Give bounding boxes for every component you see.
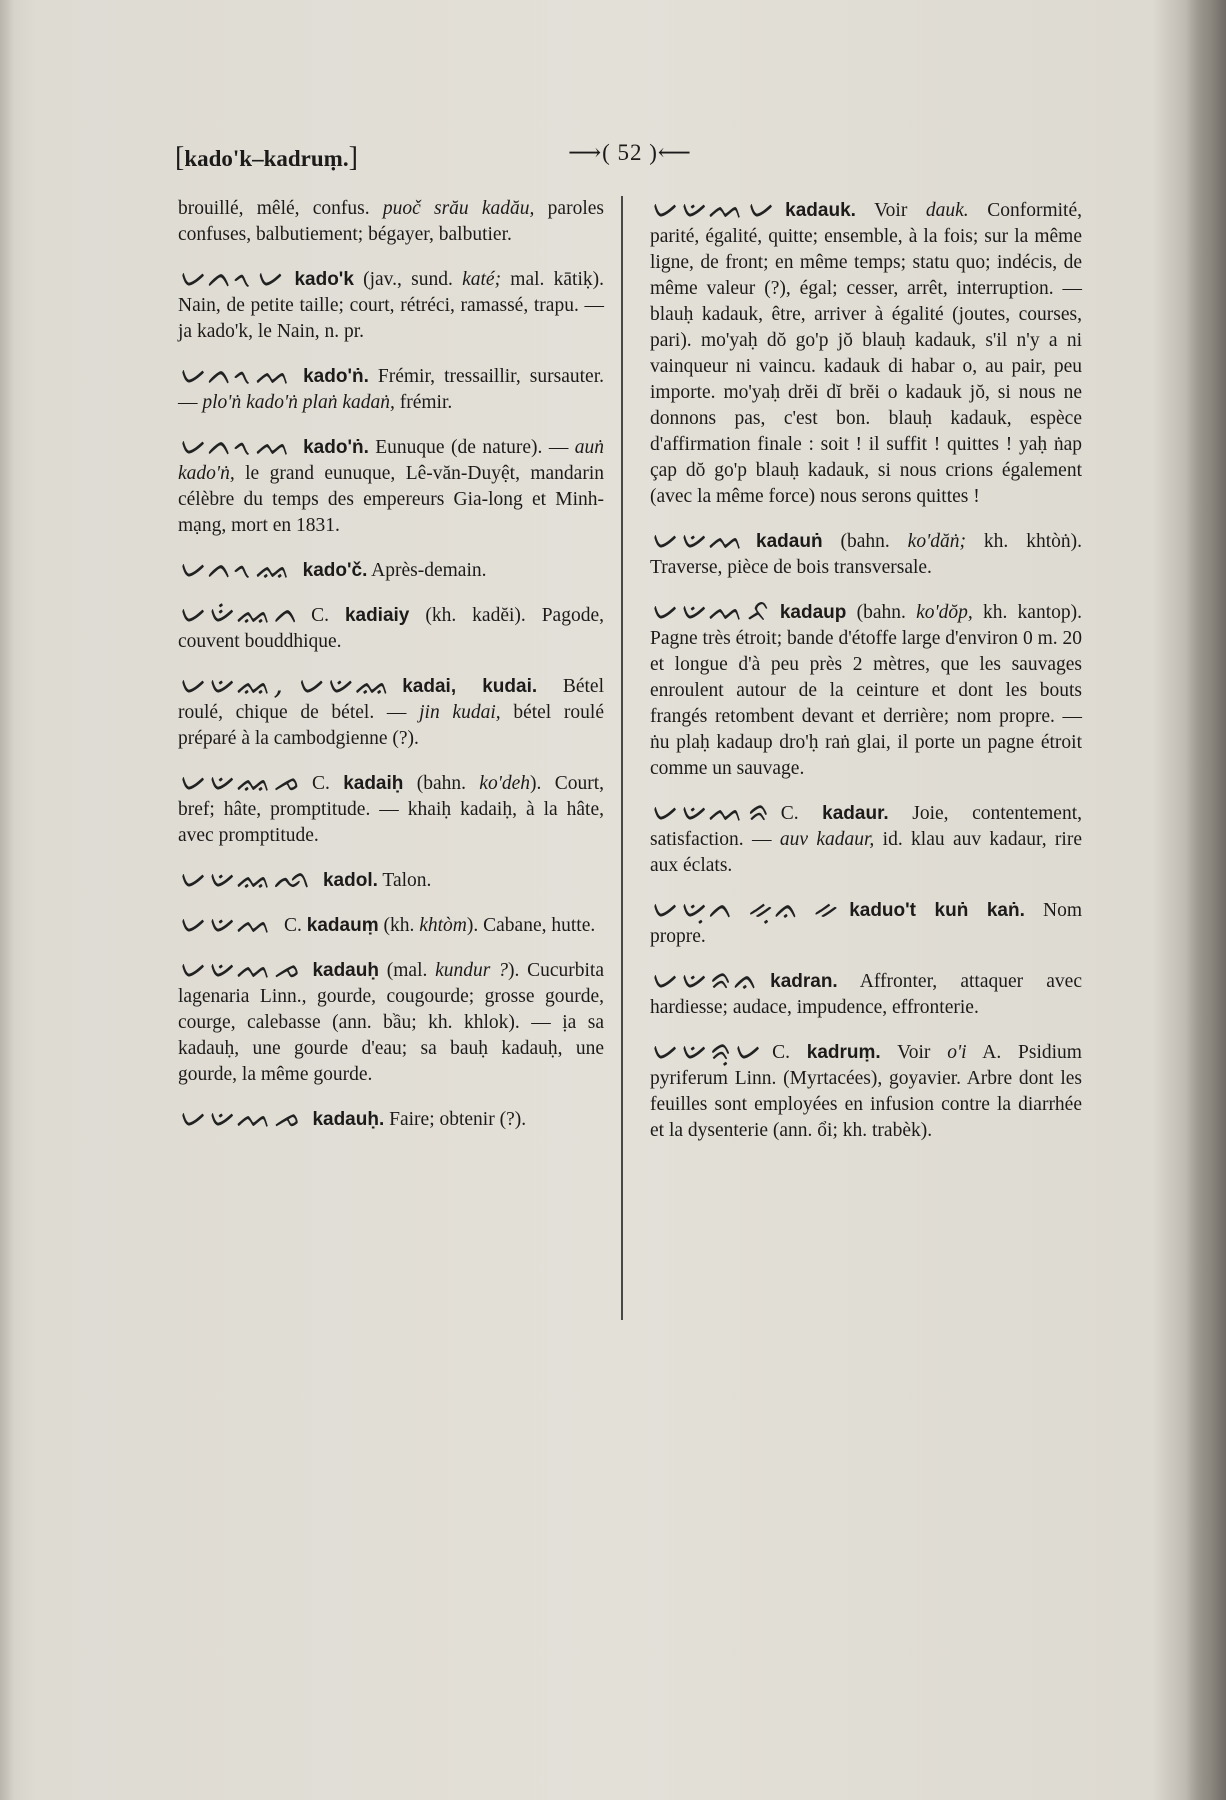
cham-script: ᨆᨉᨓᨅ [650, 593, 770, 628]
cham-script: ᨆᨉᨓᨍ [178, 951, 303, 986]
headword: kadauṅ [756, 531, 823, 552]
headword: kadauk. [785, 200, 856, 221]
headword: kadran. [770, 971, 838, 992]
cham-script: ᨆᨉᨐᨒ [178, 861, 313, 896]
dictionary-entry: brouillé, mêlé, confus. puoč srău kadău, paroles confuses, balbutiement; bégayer, balbutier. [178, 198, 604, 245]
dictionary-entry: ᨆᨉᨑᨘᨆ C. kadruṃ. Voir o'i A. Psidium pyriferum Linn. (Myrtacées), goyavier. Arbre dont les feuilles sont employées en infusion contre la diarrhée et la dysenterie (ann. ổi; kh. trabèk). [650, 1033, 1082, 1141]
dictionary-entry: ᨆᨉᨑᨊ kadran. Affronter, attaquer avec hardiesse; audace, impudence, effronterie. [650, 962, 1082, 1018]
headword: kadauṃ [306, 915, 379, 936]
cham-script: ᨆᨉᨓ [650, 522, 747, 557]
cham-script: ᨆᨉᨘᨈ ᨀᨘᨊ ᨀ [650, 891, 840, 926]
headword: kado'k [294, 269, 354, 290]
cham-script: ᨆᨉᨐ, ᨆᨉᨐ [178, 667, 393, 702]
dictionary-entry: ᨆᨉᨗᨐᨈ C. kadiaiy (kh. kadĕi). Pagode, couvent bouddhique. [178, 596, 604, 652]
page-edge [1186, 0, 1226, 1800]
left-column [178, 196, 604, 1150]
cham-script: ᨆᨉᨓᨍ [178, 1100, 303, 1135]
headword: kadol. [322, 870, 378, 891]
headword: kado'ṅ. [303, 366, 369, 387]
headword: kadaiḥ [343, 773, 404, 794]
headword: kadauḥ [312, 960, 379, 981]
dictionary-entry: ᨆᨉᨓ kadauṅ (bahn. ko'dăṅ; kh. khtòṅ). Traverse, pièce de bois transversale. [650, 522, 1082, 578]
dictionary-entry: ᨆᨉᨐᨍ C. kadaiḥ (bahn. ko'deh). Court, bref; hâte, promptitude. — khaiḥ kadaiḥ, à la hâte, avec promptitude. [178, 764, 605, 846]
cham-script: ᨆᨉᨓᨑ [650, 794, 771, 829]
cham-script: ᨆᨉᨗᨐᨈ [178, 596, 302, 631]
cham-script: ᨆᨉᨑᨊ [650, 962, 761, 997]
cham-script: ᨆᨈᨚᨓ [178, 428, 294, 463]
dictionary-entry: ᨆᨉᨘᨈ ᨀᨘᨊ ᨀ kaduo't kuṅ kaṅ. Nom propre. [650, 891, 1083, 947]
right-column [650, 191, 1083, 1161]
dictionary-entry: ᨆᨈᨚᨆ kado'k (jav., sund. katé; mal. kātiḳ). Nain, de petite taille; court, rétréci, ramassé, trapu. — ja kado'k, le Nain, n. pr. [178, 260, 605, 342]
headword: kaduo't kuṅ kaṅ. [849, 900, 1025, 921]
cham-script: ᨆᨈᨚᨐ [178, 551, 293, 586]
dictionary-entry: ᨆᨉᨐ, ᨆᨉᨐ kadai, kudai. Bétel roulé, chique de bétel. — jin kudai, bétel roulé préparé à la cambodgienne (?). [178, 667, 604, 749]
running-head: [kado'k–kadruṃ.] [175, 142, 358, 173]
dictionary-entry: ᨆᨉᨓᨆ kadauk. Voir dauk. Conformité, parité, égalité, quitte; ensemble, à la fois; sur la même ligne, de front; en même temps; statu quo; indécis, de même valeur (?), égal; cesser, arrêt, interruption. — blauḥ kadauk, être, arriver à égalité (joutes, courses, pari). mo'yaḥ dŏ go'p jŏ blauḥ kadauk, s'il n'y a ni vainqueur ni vaincu. kadauk di habar o, au pair, peu importe. mo'yaḥ drĕi dĭ brĕi o kadauk jŏ, si nous ne donnons pas, c'est bon. blauḥ kadauk, espèce d'affirmation finale : soit ! il suffit ! quittes ! yaḥ ṅap çap dŏ go'p blauḥ kadauk, si nous crions également (avec la même force) nous serons quittes ! [650, 191, 1082, 507]
page-number: ⟶( 52 )⟵ [568, 140, 692, 165]
dictionary-entry: ᨆᨈᨚᨐ kado'č. Après-demain. [178, 551, 487, 586]
cham-script: ᨆᨈᨚᨆ [178, 260, 285, 295]
headword: kado'ṅ. [303, 437, 369, 458]
page-header [175, 140, 1085, 180]
headword: kadruṃ. [806, 1042, 881, 1063]
dictionary-entry: ᨆᨉᨐᨒ kadol. Talon. [178, 861, 432, 896]
dictionary-entry: ᨆᨉᨓᨅ kadaup (bahn. ko'dŏp, kh. kantop). Pagne très étroit; bande d'étoffe large d'environ 0 m. 20 et longue d'à peu près 2 mètres, que les sauvages enroulent autour de la ceinture et dont les bouts frangés retombent devant et derrière; nom propre. — ṅu plaḥ kadaup dro'ḥ raṅ glai, il porte un pagne étroit comme un sauvage. [650, 593, 1082, 779]
headword: kado'č. [302, 560, 368, 581]
dictionary-entry: ᨆᨈᨚᨓ kado'ṅ. Eunuque (de nature). — auṅ kado'ṅ, le grand eunuque, Lê-văn-Duyệt, mandarin célèbre du temps des empereurs Gia-long et Minh-mạng, mort en 1831. [178, 428, 604, 536]
dictionary-entry: ᨆᨈᨚᨓ kado'ṅ. Frémir, tressaillir, sursauter. — plo'ṅ kado'ṅ plaṅ kadaṅ, frémir. [178, 357, 604, 413]
cham-script: ᨆᨈᨚᨓ [178, 357, 294, 392]
headword: kadaup [779, 602, 847, 623]
headword: kadauḥ. [312, 1109, 385, 1130]
dictionary-entry: ᨆᨉᨓ C. kadauṃ (kh. khtòm). Cabane, hutte. [178, 906, 596, 941]
headword: kadai, kudai. [402, 676, 538, 697]
headword: kadiaiy [344, 605, 410, 626]
cham-script: ᨆᨉᨑᨘᨆ [650, 1033, 763, 1068]
dictionary-entry: ᨆᨉᨓᨍ kadauḥ (mal. kundur ?). Cucurbita lagenaria Linn., gourde, cougourde; grosse gourde, courge, calebasse (ann. bầu; kh. khlok). — ịa sa kadauḥ, une gourde d'eau; sa bauḥ kadauḥ, une gourde, la même gourde. [178, 951, 605, 1085]
gutter-shadow [0, 0, 14, 1800]
cham-script: ᨆᨉᨓᨆ [650, 191, 776, 226]
dictionary-entry: ᨆᨉᨓᨍ kadauḥ. Faire; obtenir (?). [178, 1100, 527, 1135]
cham-script: ᨆᨉᨐᨍ [178, 764, 302, 799]
dictionary-entry: ᨆᨉᨓᨑ C. kadaur. Joie, contentement, satisfaction. — auv kadaur, id. klau auv kadaur, rire aux éclats. [650, 794, 1082, 876]
column-divider [621, 196, 623, 1320]
cham-script: ᨆᨉᨓ [178, 906, 275, 941]
headword: kadaur. [822, 803, 889, 824]
